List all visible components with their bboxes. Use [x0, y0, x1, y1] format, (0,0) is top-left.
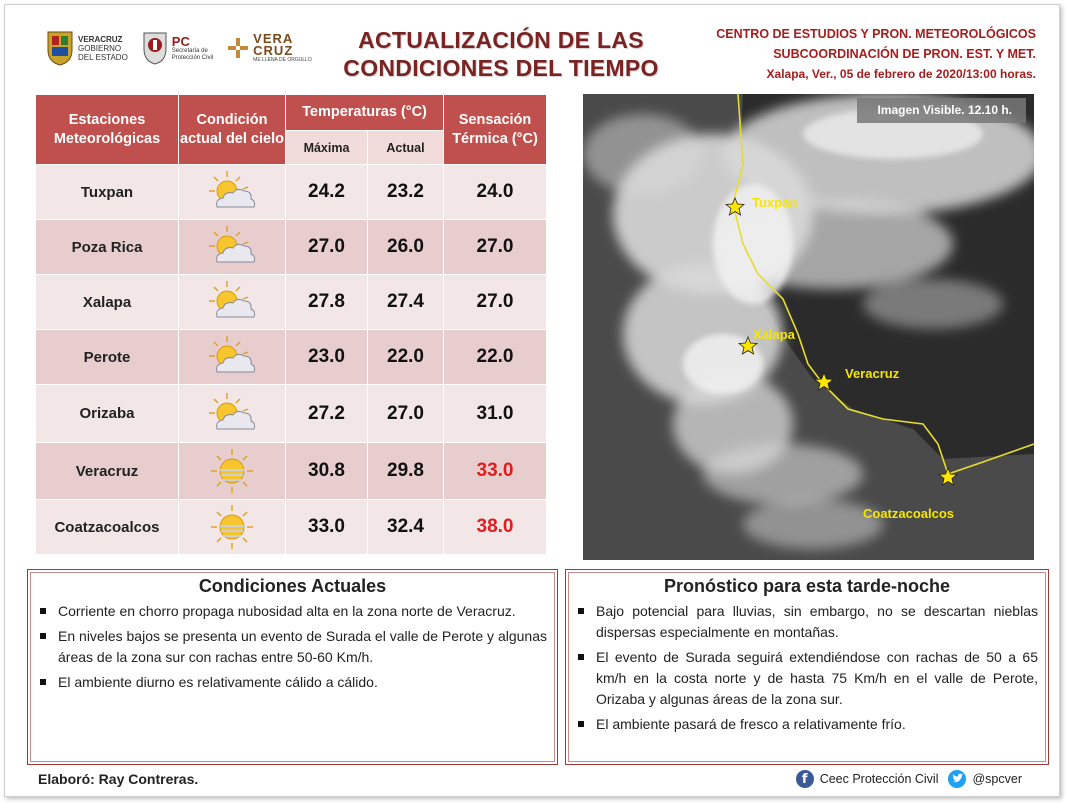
feel-temp: 24.0 [444, 165, 547, 220]
pc-line2: Protección Civil [171, 54, 214, 61]
map-label-xalapa: Xalapa [753, 327, 795, 342]
veracruz-logo-line3: DEL ESTADO [78, 52, 128, 62]
feel-temp: 27.0 [444, 220, 547, 275]
actual-temp: 22.0 [368, 330, 444, 385]
max-temp: 23.0 [286, 330, 368, 385]
actual-temp: 27.4 [368, 275, 444, 330]
veracruz-logo-line1: VERACRUZ [78, 34, 123, 44]
station-name: Orizaba [36, 385, 179, 443]
facebook-icon: f [796, 770, 814, 788]
pc-brand: PC [171, 33, 190, 49]
twitter-icon [948, 770, 966, 788]
feel-temp: 38.0 [444, 500, 547, 555]
sky-condition [179, 500, 286, 555]
partly-cloudy-icon [205, 222, 259, 272]
vera-text: VERA [253, 30, 294, 46]
veracruz-government-logo [46, 30, 128, 66]
bulletin-title [336, 26, 666, 82]
satellite-image [583, 94, 1034, 560]
list-item: El ambiente pasará de fresco a relativamente frío. [576, 714, 1038, 735]
table-row [36, 220, 547, 275]
station-name: Poza Rica [36, 220, 179, 275]
forecast-list [576, 601, 1038, 735]
table-row [36, 443, 547, 500]
max-temp: 27.0 [286, 220, 368, 275]
orgullo-tagline: ME LLENA DE ORGULLO [253, 56, 312, 63]
current-conditions-box [27, 569, 558, 765]
facebook-link[interactable] [796, 770, 939, 788]
list-item: El evento de Surada seguirá extendiéndose con rachas de 50 a 65 km/h en la costa norte y de hasta 75 Km/h en el valle de Perote, Orizaba y algunas áreas de la zona sur. [576, 647, 1038, 710]
sky-condition [179, 385, 286, 443]
station-name: Tuxpan [36, 165, 179, 220]
map-label-coatzacoalcos: Coatzacoalcos [863, 506, 955, 521]
partly-cloudy-icon [205, 277, 259, 327]
veracruz-star-icon [227, 37, 249, 59]
twitter-link[interactable] [948, 770, 1022, 788]
max-temp: 33.0 [286, 500, 368, 555]
pc-line1: Secretaría de [171, 47, 208, 54]
feel-temp: 22.0 [444, 330, 547, 385]
logo-strip [46, 30, 312, 66]
max-temp: 27.2 [286, 385, 368, 443]
table-row [36, 500, 547, 555]
social-links [796, 770, 1022, 788]
author-credit: Elaboró: Ray Contreras. [38, 771, 199, 787]
actual-temp: 29.8 [368, 443, 444, 500]
partly-cloudy-icon [205, 332, 259, 382]
organization-header [716, 24, 1036, 84]
sky-condition [179, 443, 286, 500]
facebook-handle: Ceec Protección Civil [819, 772, 939, 786]
hazy-sun-icon [205, 446, 259, 496]
sky-condition [179, 275, 286, 330]
cruz-text: CRUZ [253, 42, 294, 58]
list-item: El ambiente diurno es relativamente cálido a cálido. [38, 672, 547, 693]
satellite-label: Imagen Visible. 12.10 h. [857, 98, 1026, 123]
forecast-box [565, 569, 1049, 765]
max-temp: 27.8 [286, 275, 368, 330]
sky-condition [179, 220, 286, 275]
issue-date: Xalapa, Ver., 05 de febrero de 2020/13:00 horas. [766, 67, 1036, 81]
table-row [36, 165, 547, 220]
max-temp: 30.8 [286, 443, 368, 500]
col-header-actual: Actual [368, 131, 444, 165]
map-label-veracruz: Veracruz [845, 366, 900, 381]
org-line-2: SUBCOORDINACIÓN DE PRON. EST. Y MET. [773, 47, 1036, 61]
feel-temp: 33.0 [444, 443, 547, 500]
list-item: Corriente en chorro propaga nubosidad alta en la zona norte de Veracruz. [38, 601, 547, 622]
col-header-feel: Sensación Térmica (°C) [444, 95, 547, 165]
col-header-sky: Condición actual del cielo [179, 95, 286, 165]
actual-temp: 26.0 [368, 220, 444, 275]
station-name: Perote [36, 330, 179, 385]
max-temp: 24.2 [286, 165, 368, 220]
sky-condition [179, 165, 286, 220]
veracruz-logo-line2: GOBIERNO [78, 43, 122, 53]
proteccion-civil-logo [142, 31, 213, 65]
partly-cloudy-icon [205, 389, 259, 439]
list-item: En niveles bajos se presenta un evento de Surada el valle de Perote y algunas áreas de la zona sur con rachas entre 50-60 Km/h. [38, 626, 547, 668]
twitter-handle: @spcver [972, 772, 1022, 786]
coat-of-arms-icon [46, 30, 74, 66]
col-header-max: Máxima [286, 131, 368, 165]
actual-temp: 23.2 [368, 165, 444, 220]
table-row [36, 330, 547, 385]
actual-temp: 27.0 [368, 385, 444, 443]
list-item: Bajo potencial para lluvias, sin embargo, no se descartan nieblas dispersas especialmente en montañas. [576, 601, 1038, 643]
sky-condition [179, 330, 286, 385]
veracruz-brand-logo [227, 30, 312, 64]
col-header-temperatures: Temperaturas (°C) [286, 95, 444, 131]
title-line-1: ACTUALIZACIÓN DE LAS [358, 27, 644, 53]
station-name: Veracruz [36, 443, 179, 500]
partly-cloudy-icon [205, 167, 259, 217]
forecast-title: Pronóstico para esta tarde-noche [663, 576, 951, 596]
feel-temp: 31.0 [444, 385, 547, 443]
hazy-sun-icon [205, 502, 259, 552]
satellite-map-graphic [583, 94, 1034, 560]
table-row [36, 275, 547, 330]
col-header-station: Estaciones Meteorológicas [36, 95, 179, 165]
weather-stations-table [35, 94, 547, 555]
title-line-2: CONDICIONES DEL TIEMPO [343, 55, 659, 81]
current-conditions-title: Condiciones Actuales [198, 576, 387, 596]
actual-temp: 32.4 [368, 500, 444, 555]
map-label-tuxpan: Tuxpan [752, 195, 798, 210]
station-name: Xalapa [36, 275, 179, 330]
station-name: Coatzacoalcos [36, 500, 179, 555]
table-row [36, 385, 547, 443]
current-conditions-list [38, 601, 547, 693]
org-line-1: CENTRO DE ESTUDIOS Y PRON. METEOROLÓGICOS [716, 27, 1036, 41]
pc-shield-icon [142, 31, 168, 65]
feel-temp: 27.0 [444, 275, 547, 330]
